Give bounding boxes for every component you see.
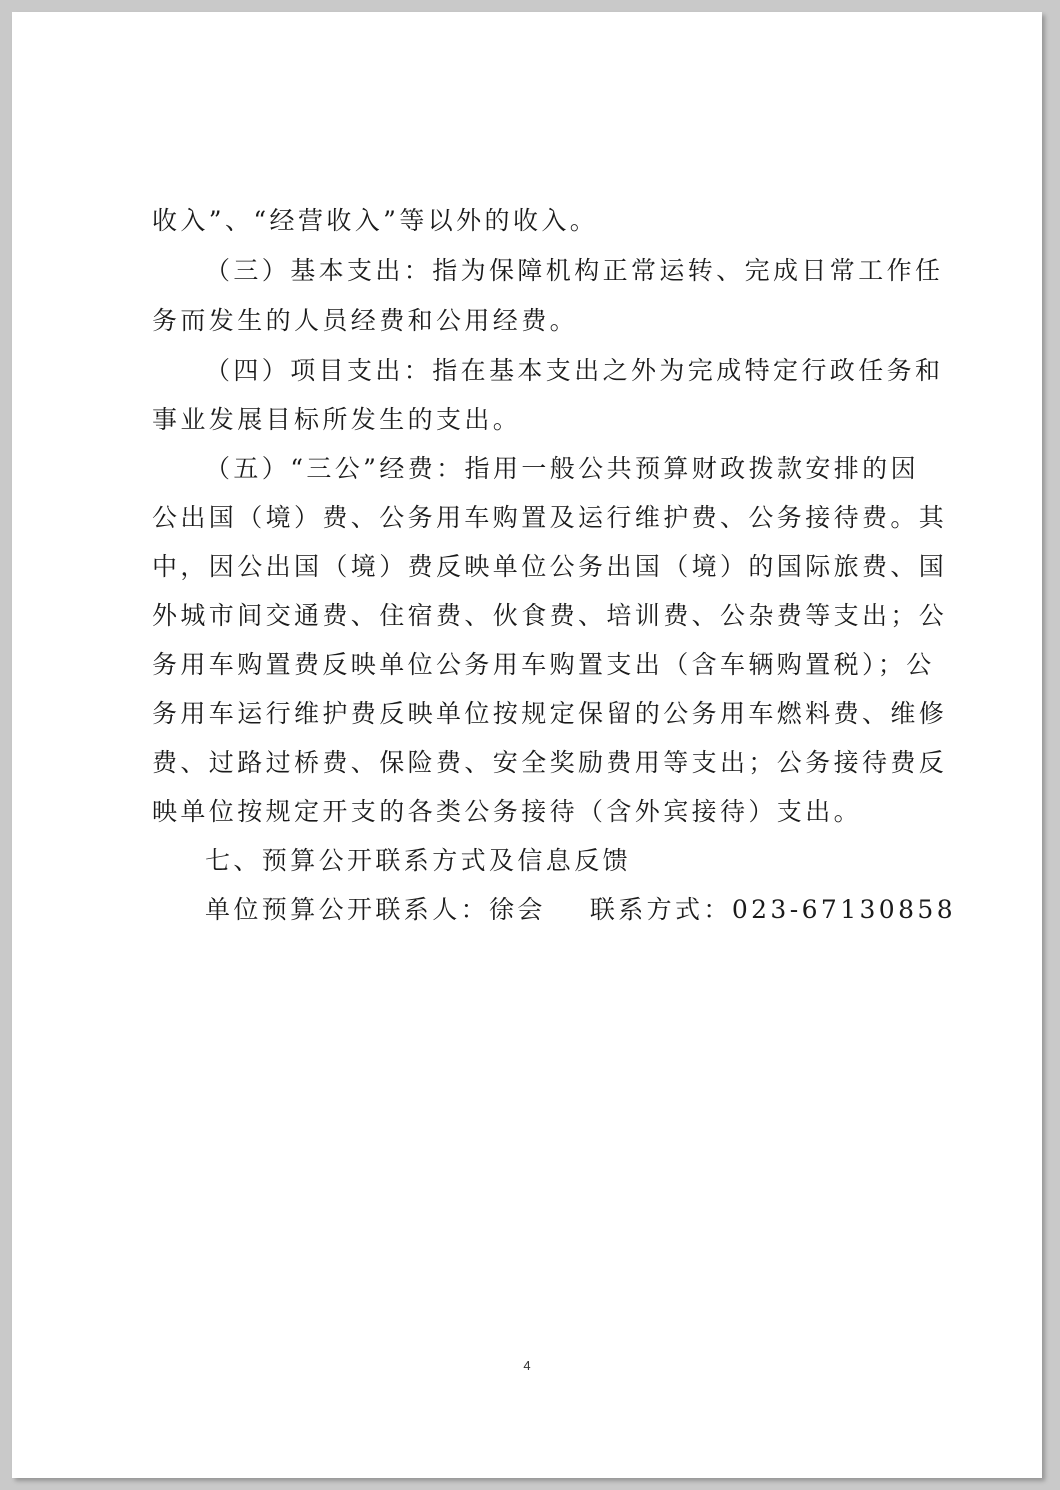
text-line-7: 公出国（境）费、公务用车购置及运行维护费、公务接待费。其 [152, 503, 948, 532]
text-line-1: 收入”、“经营收入”等以外的收入。 [152, 206, 599, 235]
contact-line [205, 894, 956, 926]
page-number: 4 [523, 1358, 531, 1373]
text-line-10: 务用车购置费反映单位公务用车购置支出（含车辆购置税）；公 [152, 650, 935, 679]
text-line-11: 务用车运行维护费反映单位按规定保留的公务用车燃料费、维修 [152, 699, 948, 728]
text-line-13: 映单位按规定开支的各类公务接待（含外宾接待）支出。 [152, 797, 863, 826]
text-line-6: （五）“三公”经费：指用一般公共预算财政拨款安排的因 [205, 454, 919, 483]
document-page [12, 12, 1042, 1478]
text-line-4: （四）项目支出：指在基本支出之外为完成特定行政任务和 [205, 356, 944, 385]
text-line-8: 中，因公出国（境）费反映单位公务出国（境）的国际旅费、国 [152, 552, 948, 581]
text-line-9: 外城市间交通费、住宿费、伙食费、培训费、公杂费等支出；公 [152, 601, 948, 630]
section-heading: 七、预算公开联系方式及信息反馈 [205, 846, 632, 875]
text-line-5: 事业发展目标所发生的支出。 [152, 405, 522, 434]
contact-phone: 联系方式：023-67130858 [589, 895, 957, 924]
contact-person: 单位预算公开联系人：徐会 [205, 895, 546, 924]
text-line-3: 务而发生的人员经费和公用经费。 [152, 306, 579, 335]
text-line-2: （三）基本支出：指为保障机构正常运转、完成日常工作任 [205, 256, 944, 285]
text-line-12: 费、过路过桥费、保险费、安全奖励费用等支出；公务接待费反 [152, 748, 948, 777]
